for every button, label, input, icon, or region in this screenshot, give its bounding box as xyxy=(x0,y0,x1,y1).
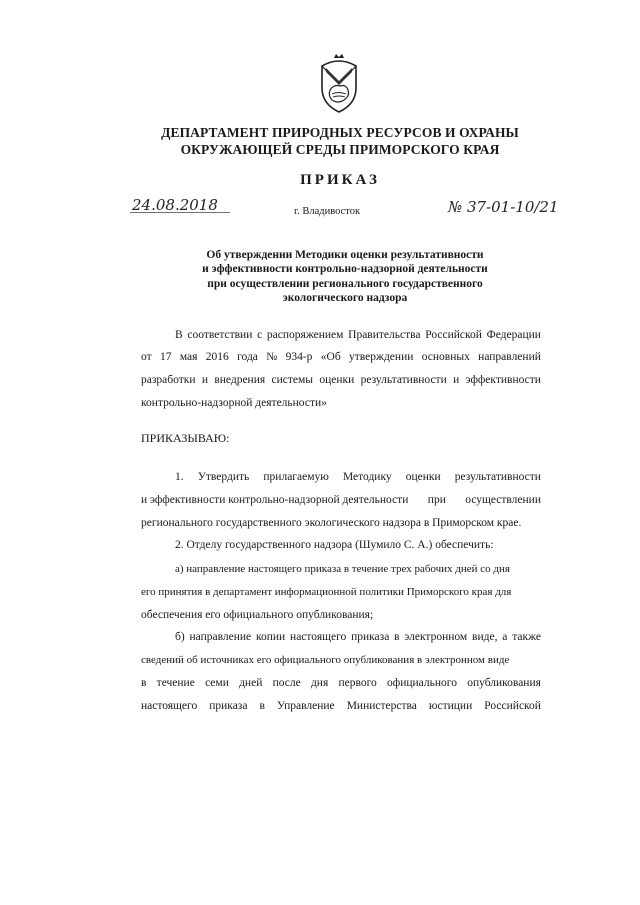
word: виде, xyxy=(472,631,498,643)
word: при xyxy=(427,494,446,506)
coat-of-arms-emblem xyxy=(316,52,362,114)
word: соответствии xyxy=(187,329,253,341)
word: основных xyxy=(421,351,470,363)
word: приказа xyxy=(351,631,390,643)
city: г. Владивосток xyxy=(294,206,361,217)
word: 2016 xyxy=(205,351,229,363)
word: Федерации xyxy=(486,329,541,341)
word: системы xyxy=(271,374,313,386)
item-2a-line-1: а) направление настоящего приказа в течение трех рабочих дней со дня xyxy=(175,563,510,575)
word: настоящего xyxy=(141,700,198,712)
word: в xyxy=(259,700,265,712)
word: результативности xyxy=(360,374,447,386)
word: результативности xyxy=(454,471,541,483)
word: от xyxy=(141,351,152,363)
word: распоряжением xyxy=(266,329,344,341)
item-1-line-3: регионального государственного экологического надзора в Приморском крае. xyxy=(141,517,522,529)
word: также xyxy=(512,631,541,643)
word: с xyxy=(257,329,263,341)
word: и xyxy=(201,374,208,386)
word: юстиции xyxy=(428,700,473,712)
word: года xyxy=(237,351,258,363)
word: разработки xyxy=(141,374,196,386)
word: 17 xyxy=(159,351,172,363)
item-2b-line-1 xyxy=(175,631,541,643)
word: электронном xyxy=(404,631,468,643)
item-2b-line-3 xyxy=(141,677,541,689)
preamble-line-2 xyxy=(141,351,541,363)
word: в xyxy=(141,677,147,689)
word: б) xyxy=(175,631,185,643)
word: оценки xyxy=(319,374,355,386)
word: дней xyxy=(239,677,263,689)
word: настоящего xyxy=(290,631,347,643)
subject-line: и эффективности контрольно-надзорной деятельности xyxy=(202,263,488,276)
word: опубликования xyxy=(467,677,541,689)
subject-line: Об утверждении Методики оценки результативности xyxy=(206,249,484,261)
word: и xyxy=(453,374,460,386)
subject-line: при осуществлении регионального государственного xyxy=(207,277,483,290)
word: первого xyxy=(338,677,377,689)
word: Правительства xyxy=(348,329,421,341)
word: эффективности xyxy=(465,374,541,386)
word: Методику xyxy=(342,471,392,483)
word: семи xyxy=(205,677,229,689)
item-2: 2. Отделу государственного надзора (Шумило С. А.) обеспечить: xyxy=(175,539,494,551)
word: направление xyxy=(189,631,252,643)
word: после xyxy=(272,677,301,689)
date-underline xyxy=(130,211,230,214)
word: Российской xyxy=(484,700,541,712)
order-number: № 37-01-10/21 xyxy=(448,198,559,216)
order-subject xyxy=(150,248,540,306)
preamble-line-4: контрольно-надзорной деятельности» xyxy=(141,397,327,409)
word: в xyxy=(394,631,400,643)
word: оценки xyxy=(405,471,441,483)
word: официального xyxy=(387,677,457,689)
item-2a-line-3: обеспечения его официального опубликования; xyxy=(141,609,374,621)
word: Министерства xyxy=(346,700,417,712)
word: а xyxy=(502,631,508,643)
word: 1. xyxy=(175,471,184,483)
item-1-line-1 xyxy=(175,471,541,483)
word: 934-р xyxy=(285,351,313,363)
preamble-line-1 xyxy=(175,329,541,341)
word: направлений xyxy=(478,351,541,363)
word: утверждении xyxy=(349,351,414,363)
item-2b-line-4 xyxy=(141,700,541,712)
word: дня xyxy=(310,677,329,689)
word: В xyxy=(175,329,183,341)
item-1-line-2 xyxy=(141,494,541,506)
word: копии xyxy=(256,631,286,643)
word: Утвердить xyxy=(197,471,250,483)
subject-line: экологического надзора xyxy=(282,292,408,305)
word: Управление xyxy=(276,700,335,712)
word: Российской xyxy=(425,329,482,341)
department-name-line-2: ОКРУЖАЮЩЕЙ СРЕДЫ ПРИМОРСКОГО КРАЯ xyxy=(180,142,500,157)
item-2a-line-2: его принятия в департамент информационной политики Приморского края для xyxy=(141,586,512,598)
preamble-line-3 xyxy=(141,374,541,386)
word: приказа xyxy=(209,700,248,712)
word: мая xyxy=(179,351,198,363)
department-name-line-1: ДЕПАРТАМЕНТ ПРИРОДНЫХ РЕСУРСОВ И ОХРАНЫ xyxy=(161,125,519,140)
word: «Об xyxy=(320,351,341,363)
document-title: ПРИКАЗ xyxy=(300,172,380,188)
word: осуществлении xyxy=(465,494,541,506)
word: № xyxy=(266,351,278,363)
word: и эффективности контрольно-надзорной деятельности xyxy=(141,494,409,506)
word: прилагаемую xyxy=(263,471,329,483)
item-2b-line-2: сведений об источниках его официального опубликования в электронном виде xyxy=(141,654,510,666)
order-date: 24.08.2018 xyxy=(132,196,218,214)
decree-word: ПРИКАЗЫВАЮ: xyxy=(141,431,230,445)
word: течение xyxy=(156,677,195,689)
word: внедрения xyxy=(214,374,266,386)
